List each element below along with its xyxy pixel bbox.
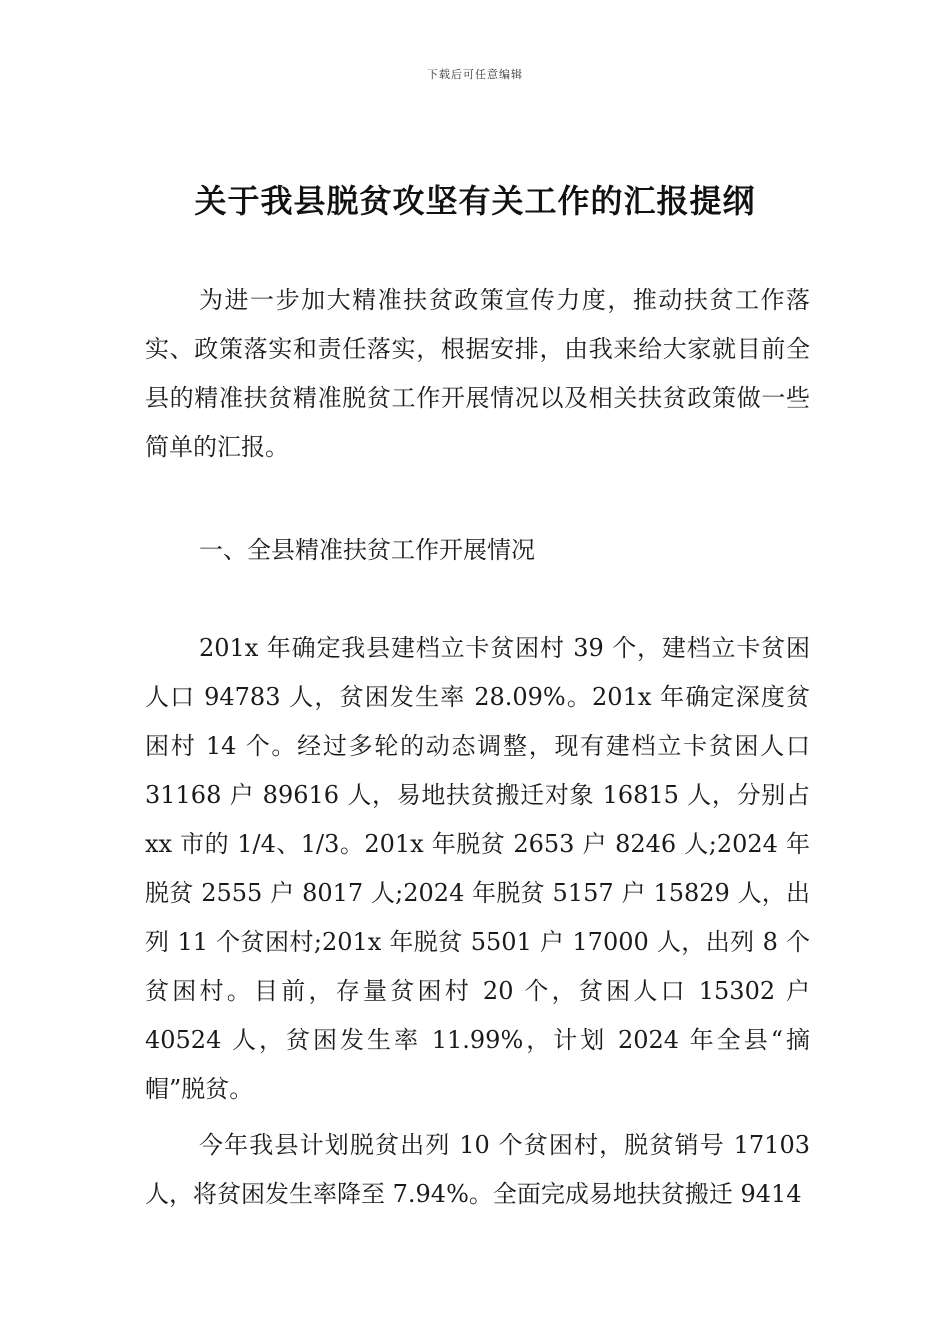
plan-paragraph: 今年我县计划脱贫出列 10 个贫困村，脱贫销号 17103 人，将贫困发生率降至 7.94%。全面完成易地扶贫搬迁 9414 — [145, 1131, 810, 1208]
section-heading: 一、全县精准扶贫工作开展情况 — [199, 536, 535, 564]
header-note: 下载后可任意编辑 — [427, 68, 523, 81]
stats-paragraph: 201x 年确定我县建档立卡贫困村 39 个，建档立卡贫困人口 94783 人，贫困发生率 28.09%。201x 年确定深度贫困村 14 个。经过多轮的动态调整，现有建档立卡贫困人口 31168 户 89616 人，易地扶贫搬迁对象 16815 人，分别占 xx 市的 1/4、1/3。201x 年脱贫 2653 户 8246 人;2024 年脱贫 2555 户 8017 人;2024 年脱贫 5157 户 15829 人，出列 11 个贫困村;201x 年脱贫 5501 户 17000 人，出列 8 个贫困村。目前，存量贫困村 20 个，贫困人口 15302 户 40524 人，贫困发生率 11.99%，计划 2024 年全县“摘帽”脱贫。 — [145, 634, 810, 1103]
document-title: 关于我县脱贫攻坚有关工作的汇报提纲 — [194, 182, 756, 220]
intro-paragraph: 为进一步加大精准扶贫政策宣传力度，推动扶贫工作落实、政策落实和责任落实，根据安排，由我来给大家就目前全县的精准扶贫精准脱贫工作开展情况以及相关扶贫政策做一些简单的汇报。 — [145, 286, 810, 461]
